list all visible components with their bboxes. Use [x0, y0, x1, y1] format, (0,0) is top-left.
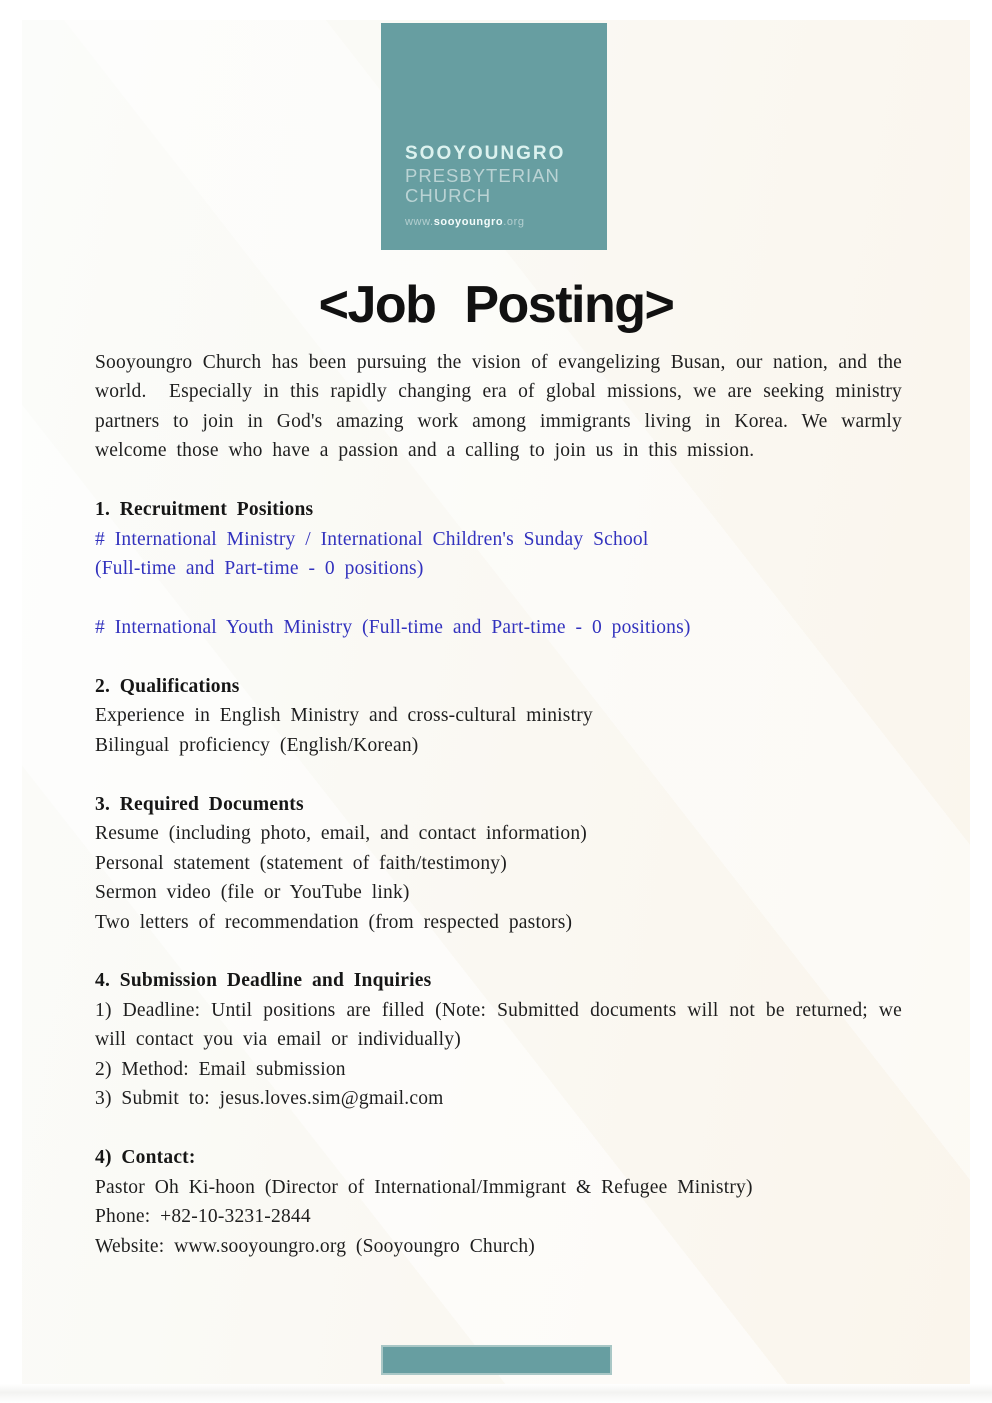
document-body — [95, 348, 912, 1261]
intro-paragraph: Sooyoungro Church has been pursuing the vision of evangelizing Busan, our nation, and the world. Especially in this rapidly changing era of global missions, we are seeking ministry partners to join in God's amazing work among immigrants living in Korea. We warmly welcome those who have a passion and a calling to join us in this mission. — [95, 352, 912, 462]
spacer — [95, 643, 902, 672]
document-item: Two letters of recommendation (from respected pastors) — [95, 911, 573, 933]
section-heading-documents: 3. Required Documents — [95, 793, 304, 815]
qualification-item: Experience in English Ministry and cross-cultural ministry — [95, 705, 593, 727]
spacer — [95, 937, 902, 966]
contact-website: Website: www.sooyoungro.org (Sooyoungro Church) — [95, 1235, 535, 1257]
logo-church-word: CHURCH — [405, 184, 492, 206]
contact-phone: Phone: +82-10-3231-2844 — [95, 1206, 311, 1228]
document-item: Personal statement (statement of faith/testimony) — [95, 852, 507, 874]
logo-url-suffix: .org — [503, 216, 525, 228]
footer-accent-bar — [381, 1345, 612, 1375]
section-heading-submission: 4. Submission Deadline and Inquiries — [95, 970, 432, 992]
submission-item-email: 3) Submit to: jesus.loves.sim@gmail.com — [95, 1088, 444, 1110]
submission-item-deadline: 1) Deadline: Until positions are filled (Note: Submitted documents will not be returned; we will contact you via email or individually) — [95, 999, 902, 1051]
submission-item-method: 2) Method: Email submission — [95, 1058, 346, 1080]
logo-church-name: SOOYOUNGRO — [405, 143, 566, 164]
document-item: Sermon video (file or YouTube link) — [95, 882, 410, 904]
recruitment-position-1: # International Ministry / International Children's Sunday School — [95, 528, 649, 550]
recruitment-position-2: # International Youth Ministry (Full-time and Part-time - 0 positions) — [95, 617, 691, 639]
recruitment-position-1-detail: (Full-time and Part-time - 0 positions) — [95, 558, 424, 580]
document-page — [22, 20, 970, 1384]
page-bottom-strip — [0, 1384, 992, 1403]
spacer — [95, 1114, 902, 1143]
document-item: Resume (including photo, email, and contact information) — [95, 823, 587, 845]
spacer — [95, 584, 902, 613]
church-logo — [381, 23, 607, 250]
section-heading-contact: 4) Contact: — [95, 1147, 196, 1169]
page-title: <Job Posting> — [318, 276, 674, 334]
spacer — [95, 760, 902, 789]
contact-person: Pastor Oh Ki-hoon (Director of International/Immigrant & Refugee Ministry) — [95, 1176, 753, 1198]
logo-denomination: PRESBYTERIAN — [405, 165, 560, 186]
qualification-item: Bilingual proficiency (English/Korean) — [95, 734, 419, 756]
section-heading-recruitment: 1. Recruitment Positions — [95, 499, 314, 521]
logo-website-url — [405, 216, 593, 228]
spacer — [95, 466, 902, 495]
logo-url-prefix: www. — [405, 216, 434, 228]
section-heading-qualifications: 2. Qualifications — [95, 675, 240, 697]
logo-url-domain: sooyoungro — [433, 216, 504, 228]
